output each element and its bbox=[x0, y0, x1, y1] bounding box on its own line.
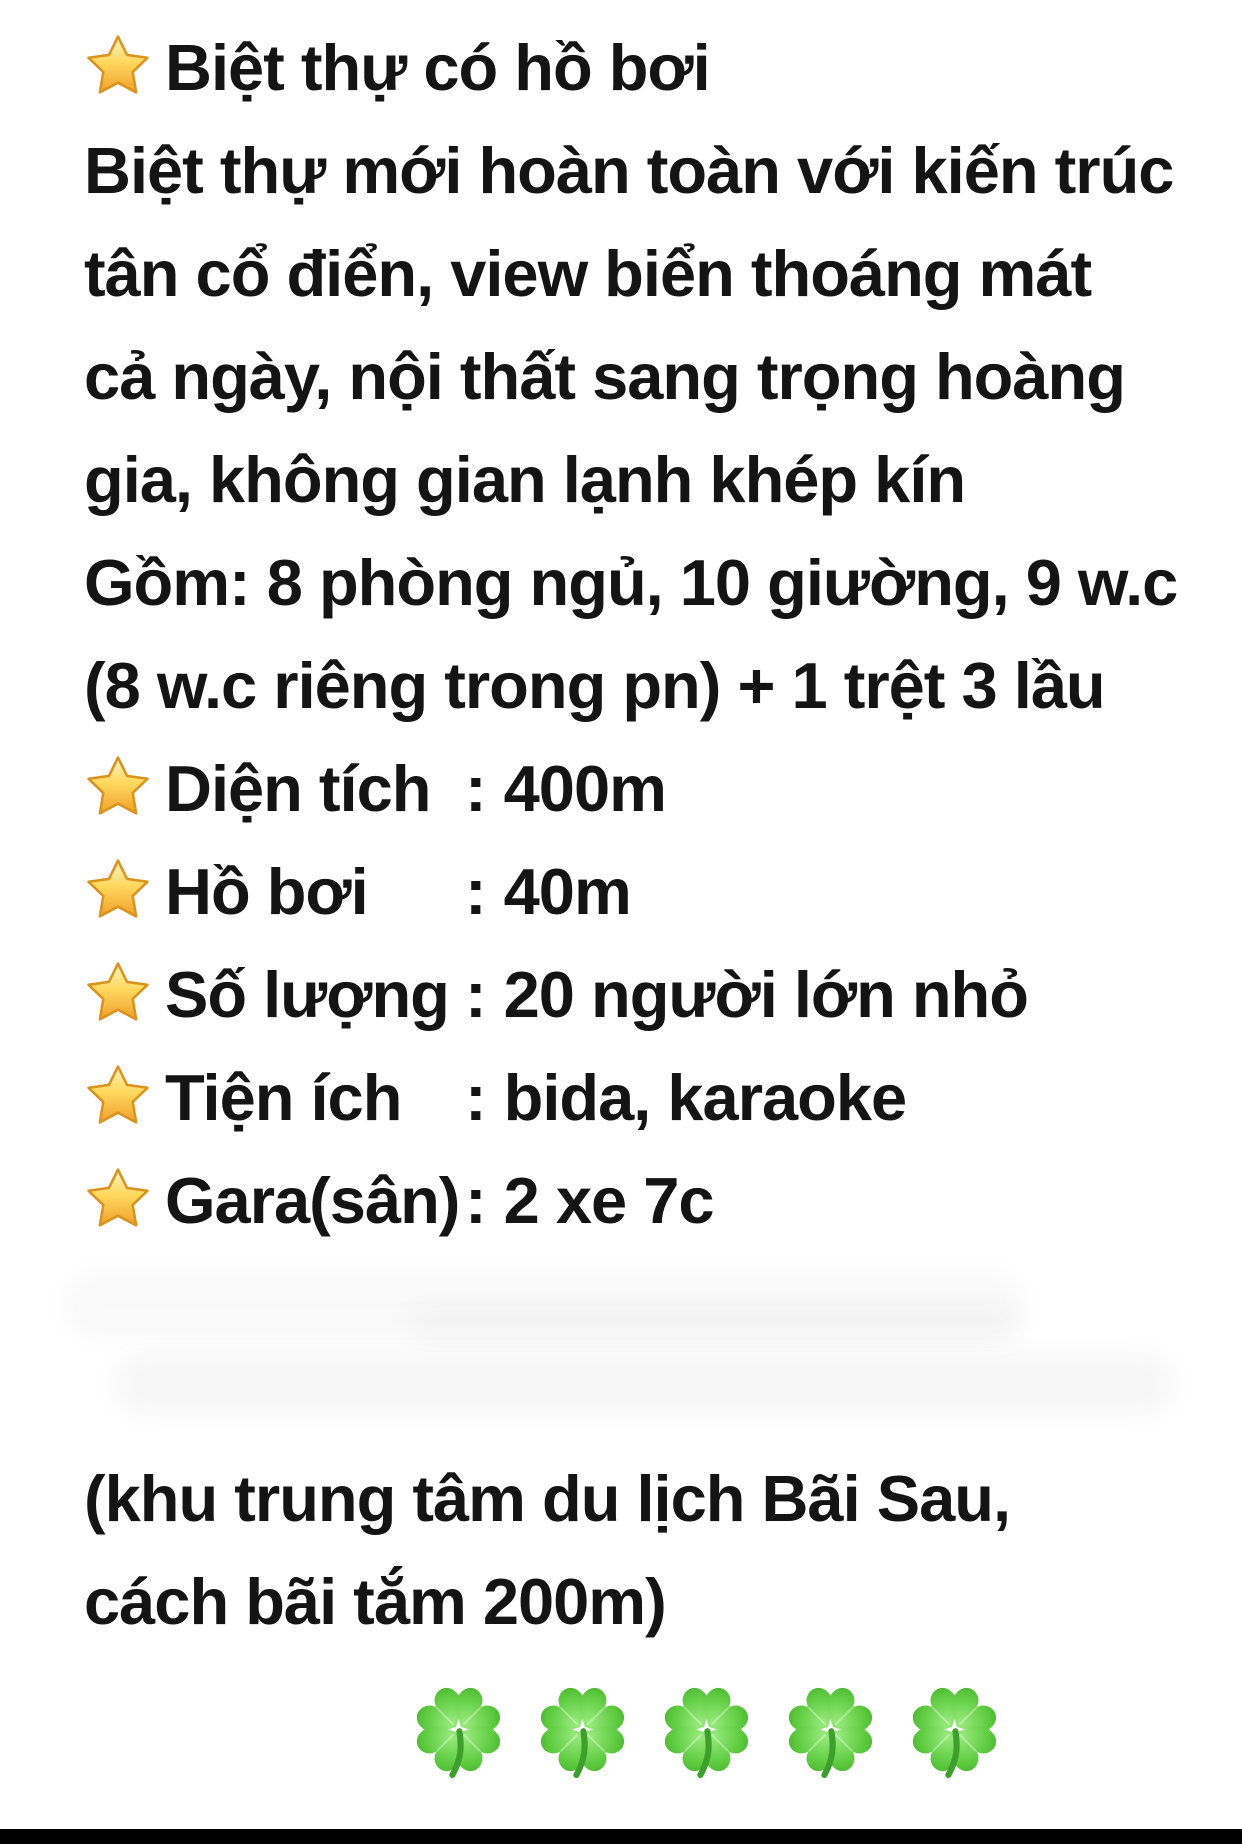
erased-smudge bbox=[114, 1352, 1174, 1416]
spec-label: Diện tích bbox=[165, 752, 431, 825]
spec-value: 2 xe 7c bbox=[503, 1164, 714, 1237]
spec-row-area bbox=[84, 737, 1242, 840]
spec-value: bida, karaoke bbox=[503, 1061, 907, 1134]
four-leaf-clover-icon bbox=[778, 1677, 883, 1789]
description-line: gia, không gian lạnh khép kín bbox=[84, 443, 966, 516]
listing-title: Biệt thự có hồ bơi bbox=[165, 31, 710, 104]
spec-label: Số lượng bbox=[165, 958, 449, 1031]
rooms-summary-line: Gồm: 8 phòng ngủ, 10 giường, 9 w.c bbox=[84, 546, 1178, 619]
four-leaf-clover-icon bbox=[654, 1677, 759, 1789]
star-icon bbox=[84, 959, 152, 1027]
spec-label: Tiện ích bbox=[165, 1061, 402, 1134]
location-line: (khu trung tâm du lịch Bãi Sau, bbox=[84, 1462, 1011, 1535]
spec-separator: : bbox=[465, 1061, 486, 1134]
spec-label: Hồ bơi bbox=[165, 855, 368, 928]
star-icon bbox=[84, 32, 152, 100]
star-icon bbox=[84, 856, 152, 924]
spec-row-garage bbox=[84, 1149, 1242, 1252]
description-line: tân cổ điển, view biển thoáng mát bbox=[84, 237, 1092, 310]
spec-separator: : bbox=[465, 958, 486, 1031]
spec-label: Gara(sân) bbox=[165, 1164, 460, 1237]
spec-value: 400m bbox=[503, 752, 666, 825]
spec-separator: : bbox=[465, 752, 486, 825]
description-line: cả ngày, nội thất sang trọng hoàng bbox=[84, 340, 1125, 413]
four-leaf-clover-icon bbox=[902, 1677, 1007, 1789]
rooms-summary-line-2: (8 w.c riêng trong pn) + 1 trệt 3 lầu bbox=[84, 649, 1105, 722]
star-icon bbox=[84, 1165, 152, 1233]
erased-smudge bbox=[404, 1304, 1024, 1348]
description-line: Biệt thự mới hoàn toàn với kiến trúc bbox=[84, 134, 1174, 207]
bottom-black-bar bbox=[0, 1829, 1242, 1844]
spec-value: 20 người lớn nhỏ bbox=[503, 958, 1028, 1031]
listing-title-line bbox=[84, 16, 1242, 119]
star-icon bbox=[84, 1062, 152, 1130]
erased-text-area bbox=[84, 1252, 1242, 1447]
star-icon bbox=[84, 753, 152, 821]
location-line-2: cách bãi tắm 200m) bbox=[84, 1565, 666, 1638]
clover-row bbox=[84, 1677, 1242, 1789]
four-leaf-clover-icon bbox=[406, 1677, 511, 1789]
four-leaf-clover-icon bbox=[530, 1677, 635, 1789]
spec-row-capacity bbox=[84, 943, 1242, 1046]
spec-separator: : bbox=[465, 1164, 486, 1237]
spec-value: 40m bbox=[503, 855, 631, 928]
spec-separator: : bbox=[465, 855, 486, 928]
spec-row-amenities bbox=[84, 1046, 1242, 1149]
spec-row-pool bbox=[84, 840, 1242, 943]
